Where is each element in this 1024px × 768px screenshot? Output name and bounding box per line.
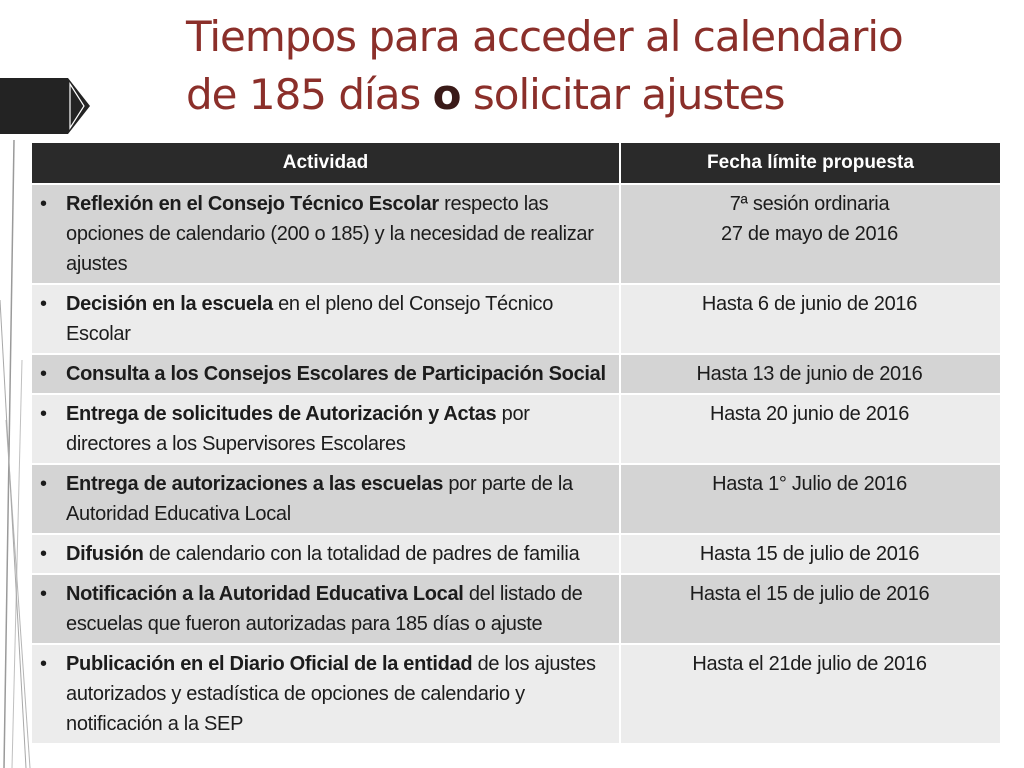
deadline-cell: [620, 284, 1000, 354]
bullet-icon: •: [40, 543, 48, 565]
deadline-line: Hasta el 21de julio de 2016: [692, 653, 927, 675]
activity-bold: Difusión: [66, 543, 144, 565]
activity-rest: de calendario con la totalidad de padres de familia: [143, 543, 580, 565]
bullet-icon: •: [40, 653, 48, 675]
activity-cell: [32, 574, 620, 644]
table-row: [32, 354, 1000, 394]
activity-text: [66, 399, 611, 459]
activity-rest: del listado de escuelas que fueron autorizadas para 185 días o ajuste: [66, 583, 583, 635]
activity-text: [66, 539, 611, 569]
activity-cell: [32, 644, 620, 744]
title-line-2-after: solicitar ajustes: [460, 70, 785, 119]
deadline-line: Hasta 1° Julio de 2016: [712, 473, 907, 495]
bullet-icon: •: [40, 403, 48, 425]
bullet-icon: •: [40, 293, 48, 315]
deadline-cell: [620, 644, 1000, 744]
activity-cell: [32, 394, 620, 464]
title-line-2-before: de 185 días: [186, 70, 433, 119]
slide-arrow-tab: [0, 78, 90, 134]
activity-bold: Decisión en la escuela: [66, 293, 273, 315]
bullet-icon: •: [40, 363, 48, 385]
deadline-cell: [620, 534, 1000, 574]
table-row: [32, 534, 1000, 574]
activity-rest: por directores a los Supervisores Escolares: [66, 403, 530, 455]
header-activity: Actividad: [32, 143, 620, 184]
table-row: [32, 394, 1000, 464]
table-row: [32, 464, 1000, 534]
activity-text: [66, 189, 611, 279]
deadline-cell: [620, 464, 1000, 534]
activity-text: [66, 359, 611, 389]
table-row: [32, 644, 1000, 744]
activity-text: [66, 289, 611, 349]
activity-rest: por parte de la Autoridad Educativa Local: [66, 473, 573, 525]
deadline-line: Hasta 20 junio de 2016: [709, 403, 910, 425]
deadline-cell: [620, 574, 1000, 644]
slide-title: [186, 8, 903, 124]
activity-text: [66, 579, 611, 639]
bullet-icon: •: [40, 193, 48, 215]
table-row: [32, 284, 1000, 354]
activity-text: [66, 469, 611, 529]
activity-cell: [32, 284, 620, 354]
deadline-table: [32, 143, 1000, 745]
activity-bold: Reflexión en el Consejo Técnico Escolar: [66, 193, 439, 215]
activity-rest: en el pleno del Consejo Técnico Escolar: [66, 293, 554, 345]
table-header-row: [32, 143, 1000, 184]
deadline-line: Hasta 6 de junio de 2016: [701, 293, 918, 315]
activity-rest: respecto las opciones de calendario (200 o 185) y la necesidad de realizar ajustes: [66, 193, 594, 275]
deadline-line: Hasta el 15 de julio de 2016: [689, 583, 930, 605]
deadline-cell: [620, 394, 1000, 464]
deadline-line: 27 de mayo de 2016: [721, 223, 898, 245]
activity-cell: [32, 354, 620, 394]
header-deadline: Fecha límite propuesta: [620, 143, 1000, 184]
table-row: [32, 574, 1000, 644]
deadline-line: Hasta 13 de junio de 2016: [696, 363, 923, 385]
title-conjunction: o: [432, 70, 461, 119]
activity-bold: Publicación en el Diario Oficial de la entidad: [66, 653, 473, 675]
deadline-line: 7ª sesión ordinaria: [729, 193, 890, 215]
activity-cell: [32, 534, 620, 574]
activity-bold: Entrega de solicitudes de Autorización y Actas: [66, 403, 497, 425]
deadline-cell: [620, 354, 1000, 394]
bullet-icon: •: [40, 583, 48, 605]
title-line-1: Tiempos para acceder al calendario: [186, 12, 903, 61]
activity-rest: de los ajustes autorizados y estadística de opciones de calendario y notificación a la SEP: [66, 653, 596, 735]
deadline-line: Hasta 15 de julio de 2016: [699, 543, 920, 565]
table-body: [32, 184, 1000, 744]
table-row: [32, 184, 1000, 284]
activity-bold: Entrega de autorizaciones a las escuelas: [66, 473, 444, 495]
activity-cell: [32, 464, 620, 534]
activity-bold: Notificación a la Autoridad Educativa Local: [66, 583, 464, 605]
activity-cell: [32, 184, 620, 284]
activity-text: [66, 649, 611, 739]
deadline-cell: [620, 184, 1000, 284]
activity-bold: Consulta a los Consejos Escolares de Participación Social: [66, 363, 606, 385]
bullet-icon: •: [40, 473, 48, 495]
